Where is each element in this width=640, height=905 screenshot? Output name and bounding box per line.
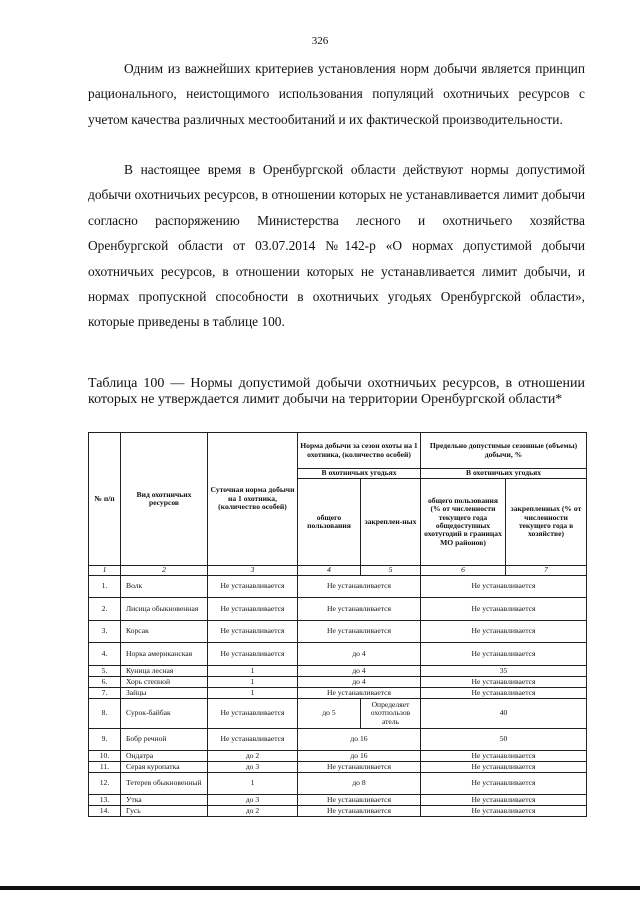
row-species: Утка — [121, 795, 208, 806]
row-season: Не устанавливается — [298, 598, 421, 621]
table-row — [89, 751, 587, 762]
row-species: Серая куропатка — [121, 762, 208, 773]
table-row — [89, 762, 587, 773]
table-row — [89, 666, 587, 677]
row-species: Зайцы — [121, 688, 208, 699]
row-num: 11. — [89, 762, 121, 773]
paragraph-criteria — [88, 56, 585, 132]
row-season-public: до 5 — [298, 699, 361, 729]
column-number: 5 — [361, 566, 421, 576]
row-daily: до 3 — [208, 762, 298, 773]
row-num: 6. — [89, 677, 121, 688]
row-limit: 40 — [421, 699, 587, 729]
row-daily: Не устанавливается — [208, 621, 298, 643]
row-limit: Не устанавливается — [421, 795, 587, 806]
row-species: Хорь степной — [121, 677, 208, 688]
row-limit: Не устанавливается — [421, 621, 587, 643]
row-daily: 1 — [208, 773, 298, 795]
row-num: 3. — [89, 621, 121, 643]
row-daily: Не устанавливается — [208, 643, 298, 666]
header-season-assigned: закреплен-ных — [361, 479, 421, 566]
table-row — [89, 677, 587, 688]
row-limit: Не устанавливается — [421, 773, 587, 795]
header-daily-norm: Суточная норма добычи на 1 охотника, (количество особей) — [208, 433, 298, 566]
row-season-assigned: Определяет охотпользов атель — [361, 699, 421, 729]
row-species: Гусь — [121, 806, 208, 817]
header-season-public: общего пользования — [298, 479, 361, 566]
row-num: 5. — [89, 666, 121, 677]
page-number: 326 — [311, 35, 329, 47]
row-daily: Не устанавливается — [208, 598, 298, 621]
table-row — [89, 643, 587, 666]
row-daily: Не устанавливается — [208, 699, 298, 729]
row-limit: Не устанавливается — [421, 576, 587, 598]
table-caption: Таблица 100 — Нормы допустимой добычи охотничьих ресурсов, в отношении которых не утверждается лимит добычи на территории Оренбургской области* — [88, 376, 585, 407]
header-species: Вид охотничьих ресурсов — [121, 433, 208, 566]
row-num: 10. — [89, 751, 121, 762]
row-limit: 35 — [421, 666, 587, 677]
row-num: 1. — [89, 576, 121, 598]
column-number: 1 — [89, 566, 121, 576]
row-species: Корсак — [121, 621, 208, 643]
table-row — [89, 729, 587, 751]
row-limit: 50 — [421, 729, 587, 751]
row-daily: 1 — [208, 688, 298, 699]
row-daily: Не устанавливается — [208, 576, 298, 598]
row-season: до 4 — [298, 666, 421, 677]
row-species: Волк — [121, 576, 208, 598]
row-species: Сурок-байбак — [121, 699, 208, 729]
row-season: до 16 — [298, 729, 421, 751]
page-bottom-rule — [0, 886, 640, 890]
row-num: 13. — [89, 795, 121, 806]
paragraph-current-norms — [88, 157, 585, 335]
row-daily: до 2 — [208, 751, 298, 762]
row-limit: Не устанавливается — [421, 688, 587, 699]
row-daily: 1 — [208, 677, 298, 688]
row-limit: Не устанавливается — [421, 643, 587, 666]
column-number: 4 — [298, 566, 361, 576]
row-num: 7. — [89, 688, 121, 699]
row-limit: Не устанавливается — [421, 751, 587, 762]
table-row — [89, 621, 587, 643]
row-species: Тетерев обыкновенный — [121, 773, 208, 795]
row-daily: Не устанавливается — [208, 729, 298, 751]
header-season-norm: Норма добычи за сезон охоты на 1 охотника, (количество особей) — [298, 433, 421, 469]
table-row — [89, 598, 587, 621]
row-daily: до 2 — [208, 806, 298, 817]
table-row — [89, 773, 587, 795]
row-season: Не устанавливается — [298, 795, 421, 806]
row-daily: 1 — [208, 666, 298, 677]
header-season-limit: Предельно допустимые сезонные (объемы) добычи, % — [421, 433, 587, 469]
header-limit-assigned: закрепленных (% от численности текущего года в хозяйстве) — [506, 479, 587, 566]
row-species: Куница лесная — [121, 666, 208, 677]
table-row — [89, 576, 587, 598]
table-row — [89, 795, 587, 806]
row-num: 4. — [89, 643, 121, 666]
row-num: 2. — [89, 598, 121, 621]
row-num: 9. — [89, 729, 121, 751]
row-num: 14. — [89, 806, 121, 817]
column-number: 7 — [506, 566, 587, 576]
row-season: Не устанавливается — [298, 576, 421, 598]
header-limit-public: общего пользования (% от численности текущего года общедоступных охотугодий в границах МО районов) — [421, 479, 506, 566]
row-season: Не устанавливается — [298, 762, 421, 773]
row-season: Не устанавливается — [298, 621, 421, 643]
table-row — [89, 699, 587, 729]
row-limit: Не устанавливается — [421, 762, 587, 773]
row-limit: Не устанавливается — [421, 677, 587, 688]
table-row — [89, 688, 587, 699]
column-number: 3 — [208, 566, 298, 576]
row-species: Ондатра — [121, 751, 208, 762]
paragraph-criteria-text: Одним из важнейших критериев установления норм добычи является принцип рационального, неистощимого использования популяций охотничьих ресурсов с учетом качества различных местообитаний и их фактической производительности. — [88, 61, 585, 127]
row-season: до 16 — [298, 751, 421, 762]
paragraph-current-norms-text: В настоящее время в Оренбургской области действуют нормы допустимой добычи охотничьих ресурсов, в отношении которых не устанавливается лимит добычи согласно распоряжению Министерства лесного и охотничьего хозяйства Оренбургской области от 03.07.2014 №142-р «О нормах допустимой добычи охотничьих ресурсов, в отношении которых не устанавливается лимит добычи, и нормах пропускной способности в охотничьих угодьях Оренбургской области», которые приведены в таблице 100. — [88, 162, 585, 330]
column-number: 6 — [421, 566, 506, 576]
row-season: до 8 — [298, 773, 421, 795]
row-limit: Не устанавливается — [421, 806, 587, 817]
row-limit: Не устанавливается — [421, 598, 587, 621]
header-num: № п/п — [89, 433, 121, 566]
row-species: Бобр речной — [121, 729, 208, 751]
row-season: до 4 — [298, 643, 421, 666]
row-num: 8. — [89, 699, 121, 729]
row-season: Не устанавливается — [298, 806, 421, 817]
norms-table — [88, 432, 587, 817]
row-daily: до 3 — [208, 795, 298, 806]
header-limit-grounds: В охотничьих угодьях — [421, 469, 587, 479]
row-species: Лисица обыкновенная — [121, 598, 208, 621]
row-num: 12. — [89, 773, 121, 795]
row-season: до 4 — [298, 677, 421, 688]
row-season: Не устанавливается — [298, 688, 421, 699]
row-species: Норка американская — [121, 643, 208, 666]
header-season-grounds: В охотничьих угодьях — [298, 469, 421, 479]
column-number: 2 — [121, 566, 208, 576]
table-row — [89, 806, 587, 817]
